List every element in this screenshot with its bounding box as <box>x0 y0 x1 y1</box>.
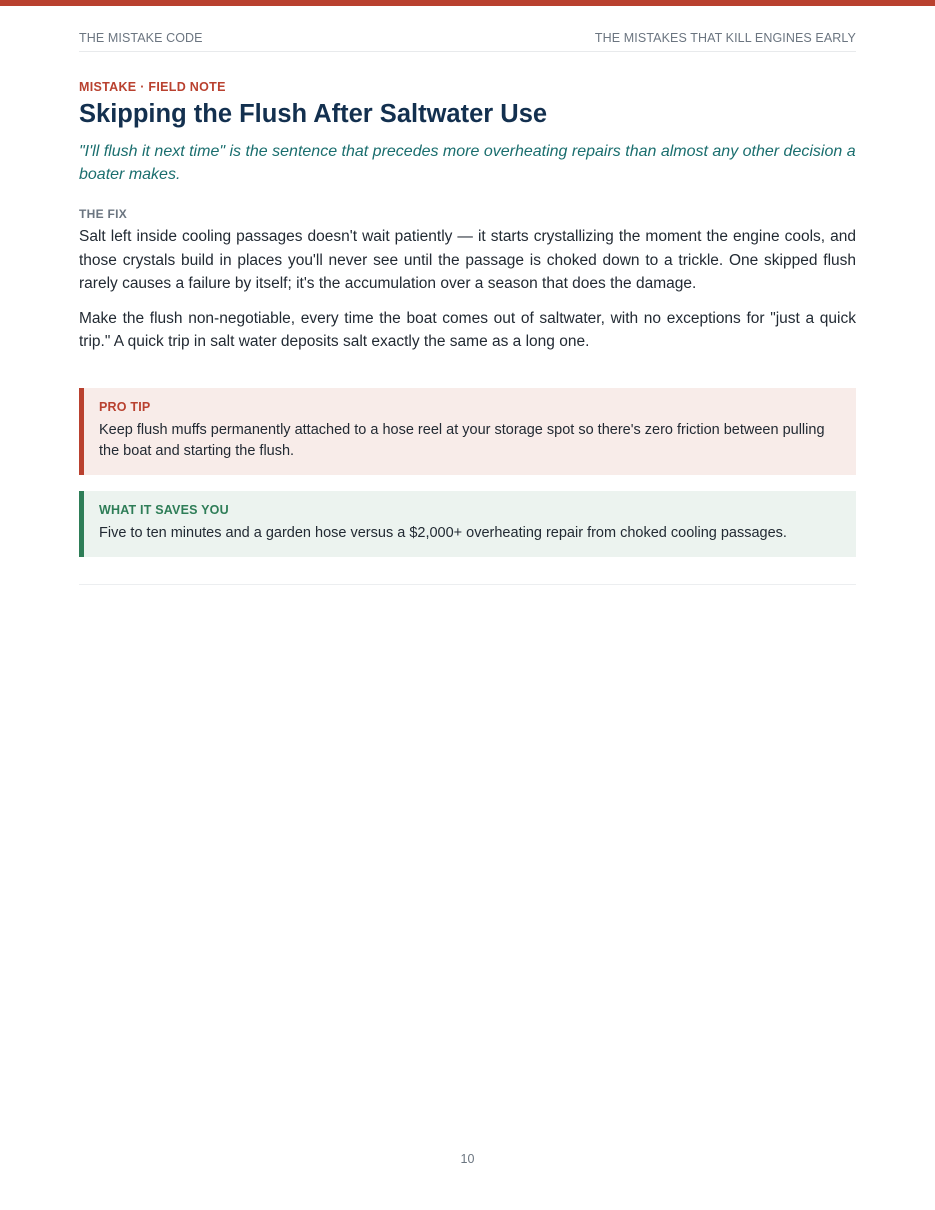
article <box>79 80 856 354</box>
section-divider <box>79 584 856 585</box>
chapter-title: THE MISTAKES THAT KILL ENGINES EARLY <box>594 31 856 45</box>
lede-quote: "I'll flush it next time" is the sentence that precedes more overheating repairs than almost any other decision a boater makes. <box>79 143 856 183</box>
book-title: THE MISTAKE CODE <box>79 31 203 45</box>
savings-label: WHAT IT SAVES YOU <box>99 503 229 517</box>
savings-text: Five to ten minutes and a garden hose versus a $2,000+ overheating repair from choked cooling passages. <box>99 525 787 541</box>
pro-tip-callout <box>79 388 856 475</box>
pro-tip-label: PRO TIP <box>99 400 151 414</box>
page-number: 10 <box>460 1152 475 1166</box>
eyebrow-label: MISTAKE · FIELD NOTE <box>79 80 226 94</box>
top-accent-bar <box>0 0 935 6</box>
savings-callout <box>79 491 856 557</box>
body-paragraph: Make the flush non-negotiable, every time the boat comes out of saltwater, with no exceptions for "just a quick trip." A quick trip in salt water deposits salt exactly the same as a long one. <box>79 309 856 350</box>
pro-tip-text: Keep flush muffs permanently attached to a hose reel at your storage spot so there's zero friction between pulling the boat and starting the flush. <box>99 422 825 459</box>
page-title: Skipping the Flush After Saltwater Use <box>79 100 548 128</box>
body-paragraph: Salt left inside cooling passages doesn't wait patiently — it starts crystallizing the moment the engine cools, and those crystals build in places you'll never see until the passage is choked down to a trickle. One skipped flush rarely causes a failure by itself; it's the accumulation over a season that does the damage. <box>79 228 856 292</box>
section-label-fix: THE FIX <box>79 207 128 221</box>
running-header <box>79 31 856 52</box>
